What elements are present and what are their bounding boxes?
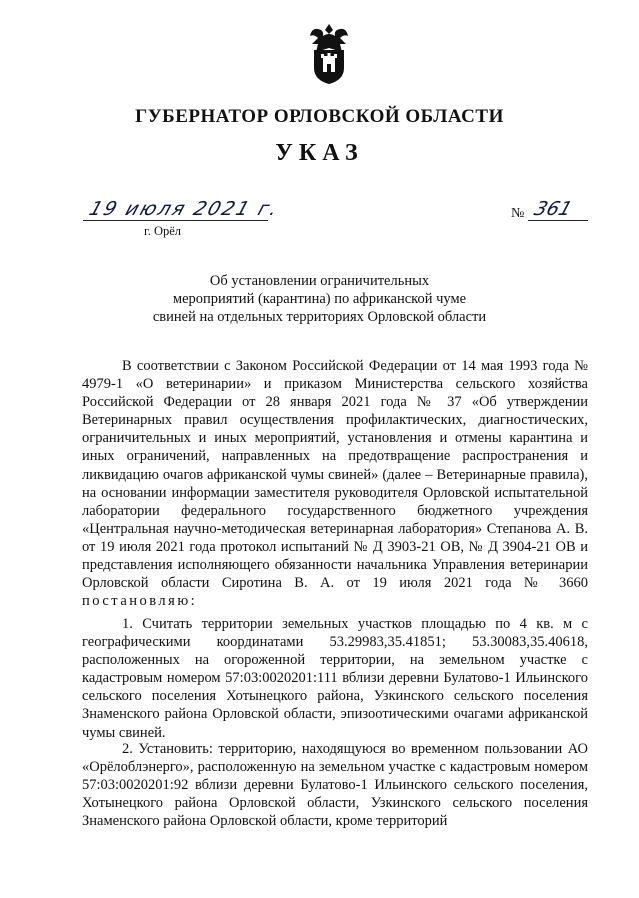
title-line: свиней на отдельных территориях Орловской области (152, 309, 487, 325)
clause-2 (82, 740, 588, 830)
coat-of-arms-emblem (302, 22, 356, 86)
handwritten-date: 19 июля 2021 г. (86, 198, 283, 220)
title-line: Об установлении ограничительных (209, 273, 430, 289)
authority-heading: ГУБЕРНАТОР ОРЛОВСКОЙ ОБЛАСТИ (135, 106, 504, 127)
clause-text: 2. Установить: территорию, находящуюся во временном пользовании АО «Орёлоблэнерго», расположенную на земельном участке с кадастровым номером 57:03:0020201:92 вблизи деревни Булатово-1 Ильинского сельского поселения, Хотынецкого района Орловской области, Узкинского сельского поселения Знаменского района Орловской области, кроме территорий (82, 741, 588, 830)
clause-text: 1. Считать территории земельных участков площадью по 4 кв. м с географическими координатами 53.29983,35.41851; 53.30083,35.40618, расположенных на огороженной территории, на земельном участке с кадастровым номером 57:03:0020201:111 вблизи деревни Булатово-1 Ильинского сельского поселения Хотынецкого района, Узкинского сельского поселения Знаменского района Орловской области, эпизоотическими очагами африканской чумы свиней. (82, 616, 588, 741)
number-label: № (511, 206, 525, 221)
title-line: мероприятий (карантина) по африканской чуме (172, 291, 467, 307)
handwritten-number: 361 (531, 198, 575, 220)
clause-1 (82, 615, 588, 742)
preamble-text: В соответствии с Законом Российской Федерации от 14 мая 1993 года № 4979-1 «О ветеринарии» и приказом Министерства сельского хозяйства Российской Федерации от 28 января 2021 года № 37 «Об утверждении Ветеринарных правил осуществления профилактических, диагностических, ограничительных и иных мероприятий, установления и отмены карантина и иных ограничений, направленных на предотвращение распространения и ликвидацию очагов африканской чумы свиней» (далее – Ветеринарные правила), на основании информации заместителя руководителя Орловской испытательной лаборатории федерального государственного бюджетного учреждения «Центральная научно-методическая ветеринарная лаборатория» Степанова А. В. от 19 июля 2021 года протокол испытаний № Д 3903-21 ОВ, № Д 3904-21 ОВ и представления исполняющего обязанности начальника Управления ветеринарии Орловской области Сиротина В. А. от 19 июля 2021 года № 3660 (82, 358, 588, 592)
issue-city: г. Орёл (144, 224, 182, 238)
document-type-heading: УКАЗ (275, 140, 364, 166)
decree-title (0, 272, 639, 326)
preamble-paragraph (82, 357, 588, 610)
preamble-keyword: постановляю: (82, 593, 198, 610)
date-underline (83, 220, 268, 221)
number-underline (528, 220, 588, 221)
